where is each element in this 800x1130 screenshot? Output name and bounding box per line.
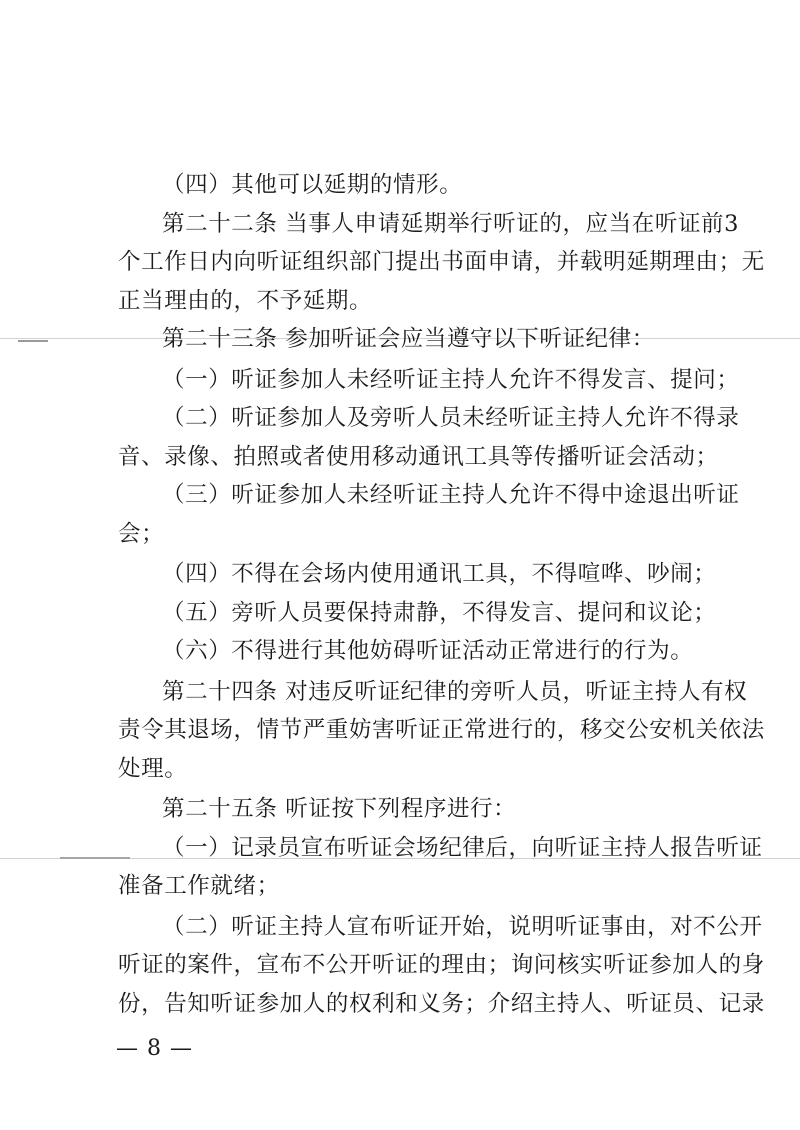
page-number: — 8 — [116,1036,193,1061]
text-line: 听证的案件，宣布不公开听证的理由；询问核实听证参加人的身 [118,952,765,978]
text-line: 音、录像、拍照或者使用移动通讯工具等传播听证会活动； [118,443,719,470]
text-line: 第二十三条 参加听证会应当遵守以下听证纪律： [162,326,655,352]
text-line: 责令其退场，情节严重妨害听证正常进行的，移交公安机关依法 [118,717,765,743]
text-line: （二）听证参加人及旁听人员未经听证主持人允许不得录 [162,405,740,431]
text-line: （六）不得进行其他妨碍听证活动正常进行的行为。 [162,638,694,664]
text-line: 会； [118,520,165,547]
text-line: （四）其他可以延期的情形。 [162,172,463,198]
text-line: （五）旁听人员要保持肃静，不得发言、提问和议论； [162,599,717,626]
text-line: 准备工作就绪； [118,873,280,899]
text-line: 第二十二条 当事人申请延期举行听证的，应当在听证前3 [162,210,740,237]
scan-artifact-mark [18,340,48,342]
text-line: （一）听证参加人未经听证主持人允许不得发言、提问； [162,366,740,393]
text-line: （四）不得在会场内使用通讯工具，不得喧哗、吵闹； [162,561,717,587]
document-body [118,166,765,1023]
text-line: 正当理由的，不予延期。 [118,287,373,314]
text-line: 份，告知听证参加人的权利和义务；介绍主持人、听证员、记录 [118,990,765,1017]
text-line: 处理。 [118,755,188,782]
text-line: 第二十四条 对违反听证纪律的旁听人员，听证主持人有权 [162,678,748,705]
text-line: 个工作日内向听证组织部门提出书面申请，并载明延期理由；无 [118,249,765,275]
text-line: （一）记录员宣布听证会场纪律后，向听证主持人报告听证 [162,834,763,861]
text-line: 第二十五条 听证按下列程序进行： [162,796,517,822]
text-line: （二）听证主持人宣布听证开始，说明听证事由，对不公开 [162,913,763,940]
text-line: （三）听证参加人未经听证主持人允许不得中途退出听证 [162,482,740,508]
